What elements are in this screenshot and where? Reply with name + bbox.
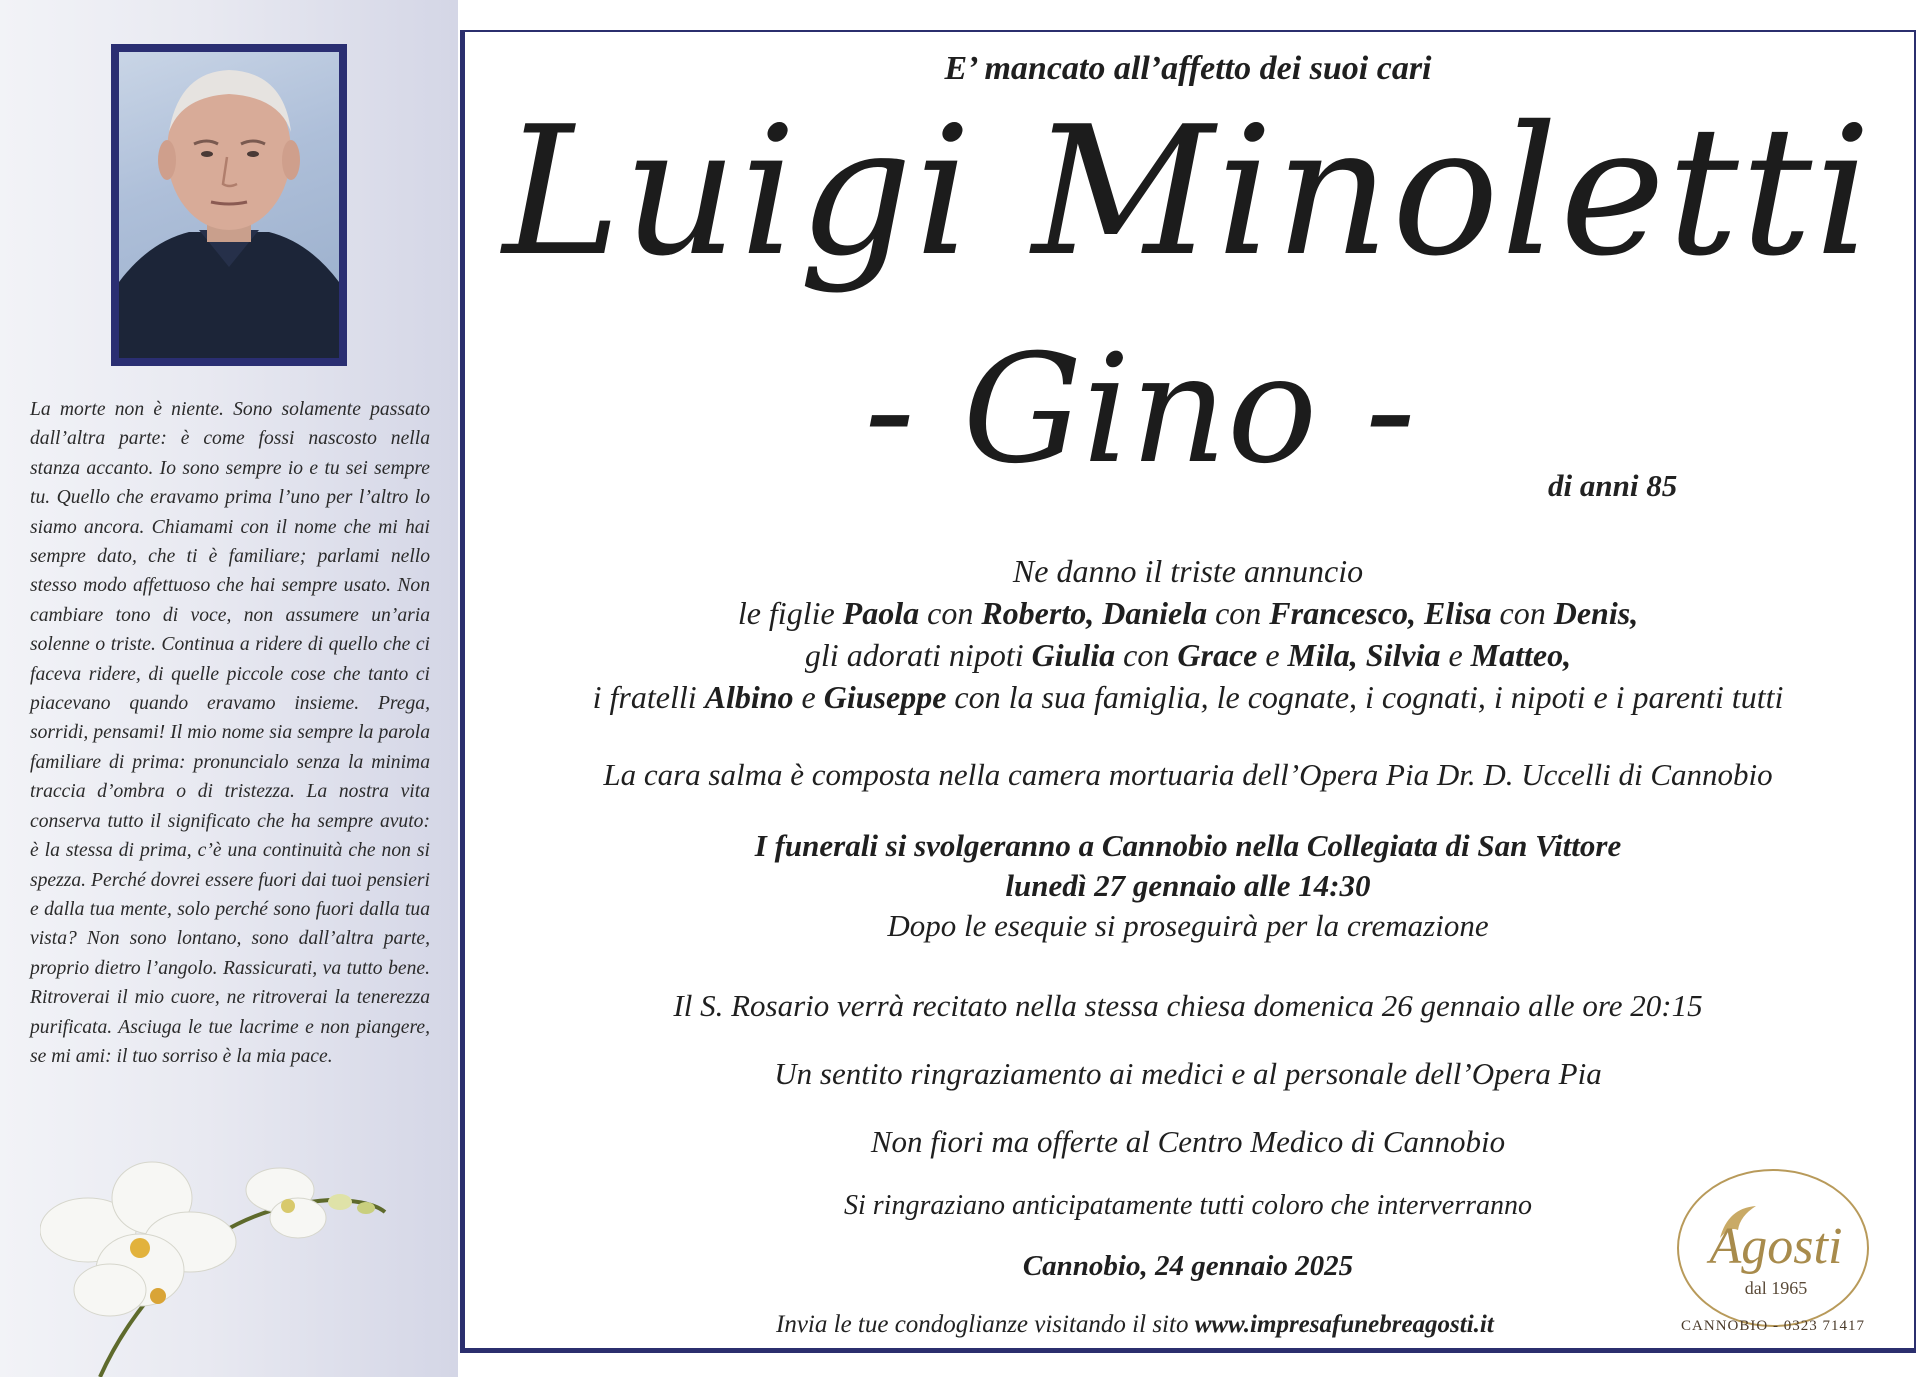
orchid-decoration	[40, 1160, 420, 1377]
announce-line-1: Ne danno il triste annuncio	[1012, 553, 1364, 589]
logo-city-phone: CANNOBIO - 0323 71417	[1681, 1318, 1865, 1334]
deceased-name: Luigi Minoletti	[502, 88, 1874, 295]
condolences-link[interactable]: www.impresafunebreagosti.it	[1194, 1311, 1494, 1338]
thanks-line: Un sentito ringraziamento ai medici e al personale dell’Opera Pia	[774, 1056, 1602, 1091]
announce-line-2: le figlie Paola con Roberto, Daniela con Francesco, Elisa con Denis,	[737, 595, 1639, 631]
announce-line-3: gli adorati nipoti Giulia con Grace e Mila, Silvia e Matteo,	[804, 637, 1572, 673]
deceased-nickname: - Gino -	[864, 323, 1416, 497]
agosti-logo	[1658, 1168, 1888, 1338]
rosary-line: Il S. Rosario verrà recitato nella stessa chiesa domenica 26 gennaio alle ore 20:15	[673, 988, 1703, 1023]
announce-line-4: i fratelli Albino e Giuseppe con la sua famiglia, le cognate, i cognati, i nipoti e i parenti tutti	[592, 679, 1784, 715]
funeral-cremation: Dopo le esequie si proseguirà per la cremazione	[887, 908, 1489, 943]
age-label: di anni 85	[1548, 468, 1678, 503]
salma-line: La cara salma è composta nella camera mortuaria dell’Opera Pia Dr. D. Uccelli di Cannobio	[603, 757, 1773, 792]
portrait-frame	[111, 44, 347, 366]
sidebar	[0, 0, 458, 1377]
funeral-location: I funerali si svolgeranno a Cannobio nella Collegiata di San Vittore	[754, 828, 1622, 863]
poem-text: La morte non è niente. Sono solamente passato dall’altra parte: è come fossi nascosto nella stanza accanto. Io sono sempre io e tu sei sempre tu. Quello che eravamo prima l’uno per l’altro lo siamo ancora. Chiamami con il nome che mi hai sempre dato, che ti è familiare; parlami nello stesso modo affettuoso che hai sempre usato. Non cambiare tono di voce, non assumere un’aria solenne o triste. Continua a ridere di quello che ci faceva ridere, di quelle piccole cose che tanto ci piacevano quando eravamo insieme. Prega, sorridi, pensami! Il mio nome sia sempre la parola familiare di prima: pronuncialo senza la minima traccia d’ombra o di tristezza. La nostra vita conserva tutto il significato che ha sempre avuto: è la stessa di prima, c’è una continuità che non si spezza. Perché dovrei essere fuori dai tuoi pensieri e dalla tua mente, solo perché sono fuori dalla tua vista? Non sono lontano, sono dall’altra parte, proprio dietro l’angolo. Rassicurati, va tutto bene. Ritroverai il mio cuore, ne ritroverai la tenerezza purificata. Asciuga le tue lacrime e non piangere, se mi ami: il tuo sorriso è la mia pace.	[30, 399, 430, 1067]
funeral-info	[460, 826, 1916, 946]
intro-line: E’ mancato all’affetto dei suoi cari	[944, 50, 1432, 87]
portrait-photo	[119, 52, 339, 358]
funeral-datetime: lunedì 27 gennaio alle 14:30	[1005, 868, 1371, 903]
logo-brand: Agosti	[1709, 1218, 1843, 1275]
no-flowers-line: Non fiori ma offerte al Centro Medico di Cannobio	[870, 1124, 1506, 1159]
place-date: Cannobio, 24 gennaio 2025	[1022, 1250, 1354, 1282]
logo-since: dal 1965	[1744, 1278, 1808, 1298]
condolences-line: Invia le tue condoglianze visitando il sito www.impresafunebreagosti.it	[776, 1311, 1494, 1338]
advance-thanks-line: Si ringraziano anticipatamente tutti coloro che interverranno	[844, 1190, 1532, 1221]
family-announcement	[460, 550, 1916, 718]
